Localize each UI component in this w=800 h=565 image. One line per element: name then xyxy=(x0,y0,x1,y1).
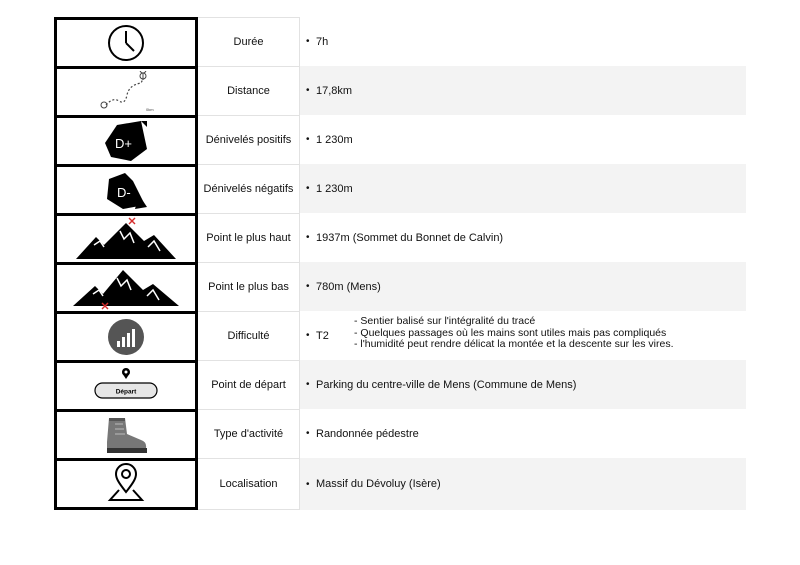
row-distance: 0km Distance • 17,8km xyxy=(54,66,746,115)
hiking-boot-icon xyxy=(103,414,149,456)
value-lowest-point: 780m (Mens) xyxy=(316,280,381,293)
hike-info-table xyxy=(54,17,746,507)
row-activity-type: Type d'activité • Randonnée pédestre xyxy=(54,409,746,458)
value-distance: 17,8km xyxy=(316,84,353,97)
row-start-point: Départ Point de départ • Parking du centre-ville de Mens (Commune de Mens) xyxy=(54,360,746,409)
elevation-gain-icon xyxy=(101,119,151,163)
elevation-loss-icon xyxy=(103,169,149,211)
start-button-text: Départ xyxy=(115,388,137,396)
difficulty-bars-icon xyxy=(106,317,146,357)
row-duration: Durée • 7h xyxy=(54,17,746,66)
value-start-point: Parking du centre-ville de Mens (Commune de Mens) xyxy=(316,378,577,391)
clock-icon xyxy=(106,23,146,63)
row-lowest-point: Point le plus bas • 780m (Mens) xyxy=(54,262,746,311)
row-elevation-gain: D+ Dénivelés positifs • 1 230m xyxy=(54,115,746,164)
value-location: Massif du Dévoluy (Isère) xyxy=(316,478,441,490)
label-elevation-loss: Dénivelés négatifs xyxy=(198,164,300,213)
mountain-low-point-icon xyxy=(71,266,181,310)
value-highest-point: 1937m (Sommet du Bonnet de Calvin) xyxy=(316,231,504,244)
label-distance: Distance xyxy=(198,66,300,115)
loss-text: D- xyxy=(117,185,131,200)
row-highest-point: Point le plus haut • 1937m (Sommet du Bonnet de Calvin) xyxy=(54,213,746,262)
label-difficulty: Difficulté xyxy=(198,311,300,360)
value-elevation-loss: 1 230m xyxy=(316,182,353,195)
difficulty-detail-1: - Sentier balisé sur l'intégralité du tracé xyxy=(354,315,536,328)
label-highest-point: Point le plus haut xyxy=(198,213,300,262)
route-caption: 0km xyxy=(146,107,154,112)
difficulty-detail-2: - Quelques passages où les mains sont utiles mais pas compliqués xyxy=(354,326,667,339)
value-elevation-gain: 1 230m xyxy=(316,133,353,146)
start-point-icon xyxy=(91,366,161,406)
row-location: Localisation • Massif du Dévoluy (Isère) xyxy=(54,458,746,507)
row-elevation-loss: D- Dénivelés négatifs • 1 230m xyxy=(54,164,746,213)
gain-text: D+ xyxy=(115,136,132,151)
label-elevation-gain: Dénivelés positifs xyxy=(198,115,300,164)
label-start-point: Point de départ xyxy=(198,360,300,409)
row-difficulty: Difficulté • T2 - Sentier balisé sur l'intégralité du tracé - Quelques passages où les mains sont utiles mais pas compliqués - l'humidité peut rendre délicat la montée et la descente sur les vires. xyxy=(54,311,746,360)
label-location: Localisation xyxy=(198,458,300,510)
difficulty-details xyxy=(354,316,674,351)
value-difficulty: T2 xyxy=(316,329,329,342)
mountain-summit-icon xyxy=(74,217,178,261)
route-map-icon xyxy=(91,71,161,113)
value-activity-type: Randonnée pédestre xyxy=(316,427,419,440)
difficulty-detail-3: - l'humidité peut rendre délicat la montée et la descente sur les vires. xyxy=(354,338,674,351)
location-pin-icon xyxy=(106,462,146,506)
label-lowest-point: Point le plus bas xyxy=(198,262,300,311)
value-duration: 7h xyxy=(316,35,329,48)
label-activity-type: Type d'activité xyxy=(198,409,300,458)
label-duration: Durée xyxy=(198,17,300,66)
